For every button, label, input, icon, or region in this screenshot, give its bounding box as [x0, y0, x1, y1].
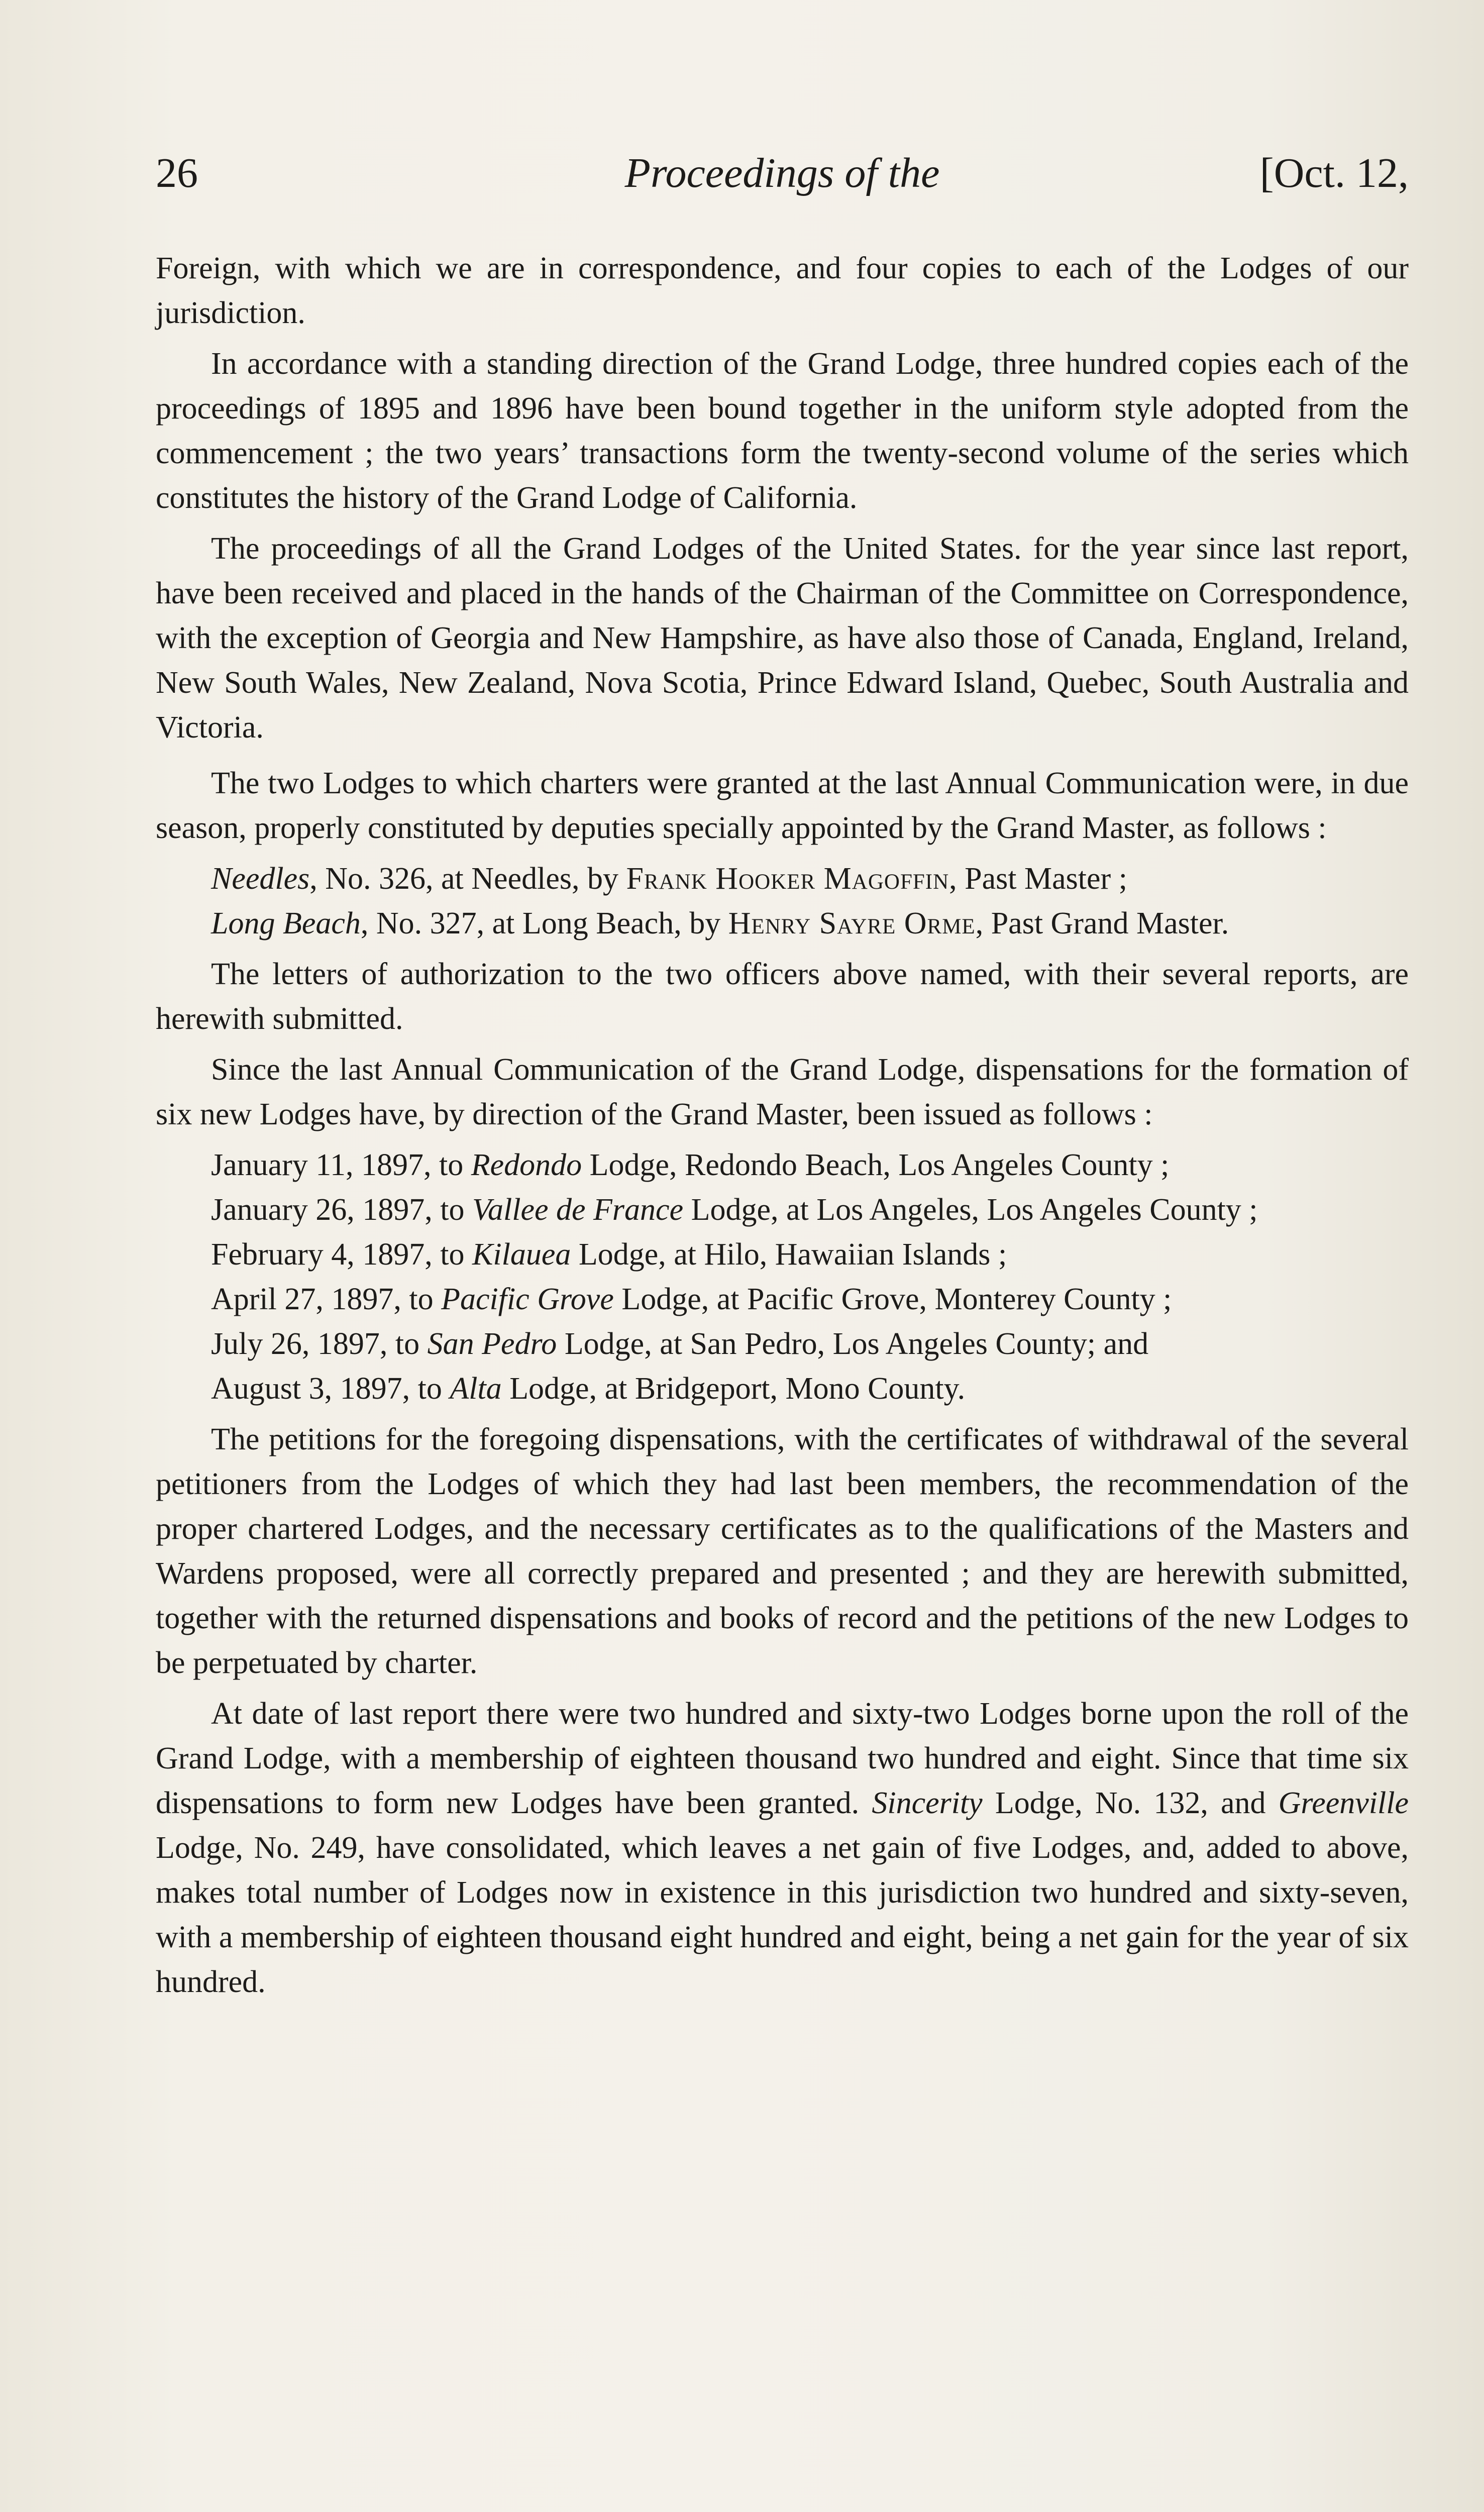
dispensation-entry: February 4, 1897, to Kilauea Lodge, at Hilo, Hawaiian Islands ; — [211, 1237, 1007, 1272]
page-body — [156, 246, 1409, 2011]
lodge-name: Redondo — [471, 1148, 582, 1182]
dispensation-entry: July 26, 1897, to San Pedro Lodge, at San Pedro, Los Angeles County; and — [211, 1327, 1149, 1361]
lodge-name: San Pedro — [427, 1327, 557, 1361]
header-date: [Oct. 12, — [1259, 150, 1409, 196]
lodge-name: Kilauea — [472, 1237, 571, 1272]
paragraph: In accordance with a standing direction of the Grand Lodge, three hundred copies each of the proceedings of 1895 and 1896 have been bound together in the uniform style adopted from the commencement ; the two years’ transactions form the twenty-second volume of the series which constitutes the history of the Grand Lodge of California. — [156, 347, 1409, 515]
paragraph: The petitions for the foregoing dispensations, with the certificates of withdrawal of the several petitioners from the Lodges of which they had last been members, the recommendation of the proper chartered Lodges, and the necessary certificates as to the qualifications of the Masters and Wardens proposed, were all correctly prepared and presented ; and they are herewith submitted, together with the returned dispensations and books of record and the petitions of the new Lodges to be perpetuated by charter. — [156, 1422, 1409, 1680]
running-title: Proceedings of the — [624, 150, 940, 196]
lodge-name: Greenville — [1278, 1786, 1409, 1820]
running-header — [156, 146, 1409, 201]
dispensation-entry: April 27, 1897, to Pacific Grove Lodge, at Pacific Grove, Monterey County ; — [211, 1282, 1172, 1316]
dispensation-entry: January 11, 1897, to Redondo Lodge, Redondo Beach, Los Angeles County ; — [211, 1148, 1170, 1182]
constituted-lodge-entry: Needles, No. 326, at Needles, by Frank Hooker Magoffin, Past Master ; — [211, 862, 1127, 896]
paragraph: At date of last report there were two hundred and sixty-two Lodges borne upon the roll of the Grand Lodge, with a membership of eighteen thousand two hundred and eight. Since that time six dispensations to form new Lodges have been granted. Sincerity Lodge, No. 132, and Greenville Lodge, No. 249, have consolidated, which leaves a net gain of five Lodges, and, added to above, makes total number of Lodges now in existence in this jurisdiction two hundred and sixty-seven, with a membership of eighteen thousand eight hundred and eight, being a net gain for the year of six hundred. — [156, 1697, 1409, 1999]
paragraph: Since the last Annual Communication of the Grand Lodge, dispensations for the formation of six new Lodges have, by direction of the Grand Master, been issued as follows : — [156, 1053, 1409, 1131]
lodge-name: Pacific Grove — [441, 1282, 614, 1316]
person-name: Henry Sayre Orme — [728, 906, 976, 940]
lodge-name: Needles — [211, 862, 310, 896]
paragraph: The proceedings of all the Grand Lodges of the United States. for the year since last report, have been received and placed in the hands of the Chairman of the Committee on Correspondence, with the exception of Georgia and New Hampshire, as have also those of Canada, England, Ireland, New South Wales, New Zealand, Nova Scotia, Prince Edward Island, Quebec, South Australia and Victoria. — [156, 532, 1409, 745]
person-name: Frank Hooker Magoffin — [626, 862, 949, 896]
paragraph: Foreign, with which we are in correspondence, and four copies to each of the Lodges of our jurisdiction. — [156, 251, 1409, 330]
paragraph: The letters of authorization to the two officers above named, with their several reports, are herewith submitted. — [156, 957, 1409, 1036]
lodge-name: Vallee de France — [472, 1193, 684, 1227]
lodge-name: Long Beach — [211, 906, 361, 940]
lodge-name: Alta — [450, 1372, 502, 1406]
paragraph: The two Lodges to which charters were granted at the last Annual Communication were, in due season, properly constituted by deputies specially appointed by the Grand Master, as follows : — [156, 766, 1409, 845]
dispensation-entry: August 3, 1897, to Alta Lodge, at Bridgeport, Mono County. — [211, 1372, 966, 1406]
page-number: 26 — [156, 150, 198, 196]
constituted-lodge-entry: Long Beach, No. 327, at Long Beach, by Henry Sayre Orme, Past Grand Master. — [211, 906, 1229, 940]
dispensation-entry: January 26, 1897, to Vallee de France Lodge, at Los Angeles, Los Angeles County ; — [211, 1193, 1258, 1227]
lodge-name: Sincerity — [872, 1786, 983, 1820]
